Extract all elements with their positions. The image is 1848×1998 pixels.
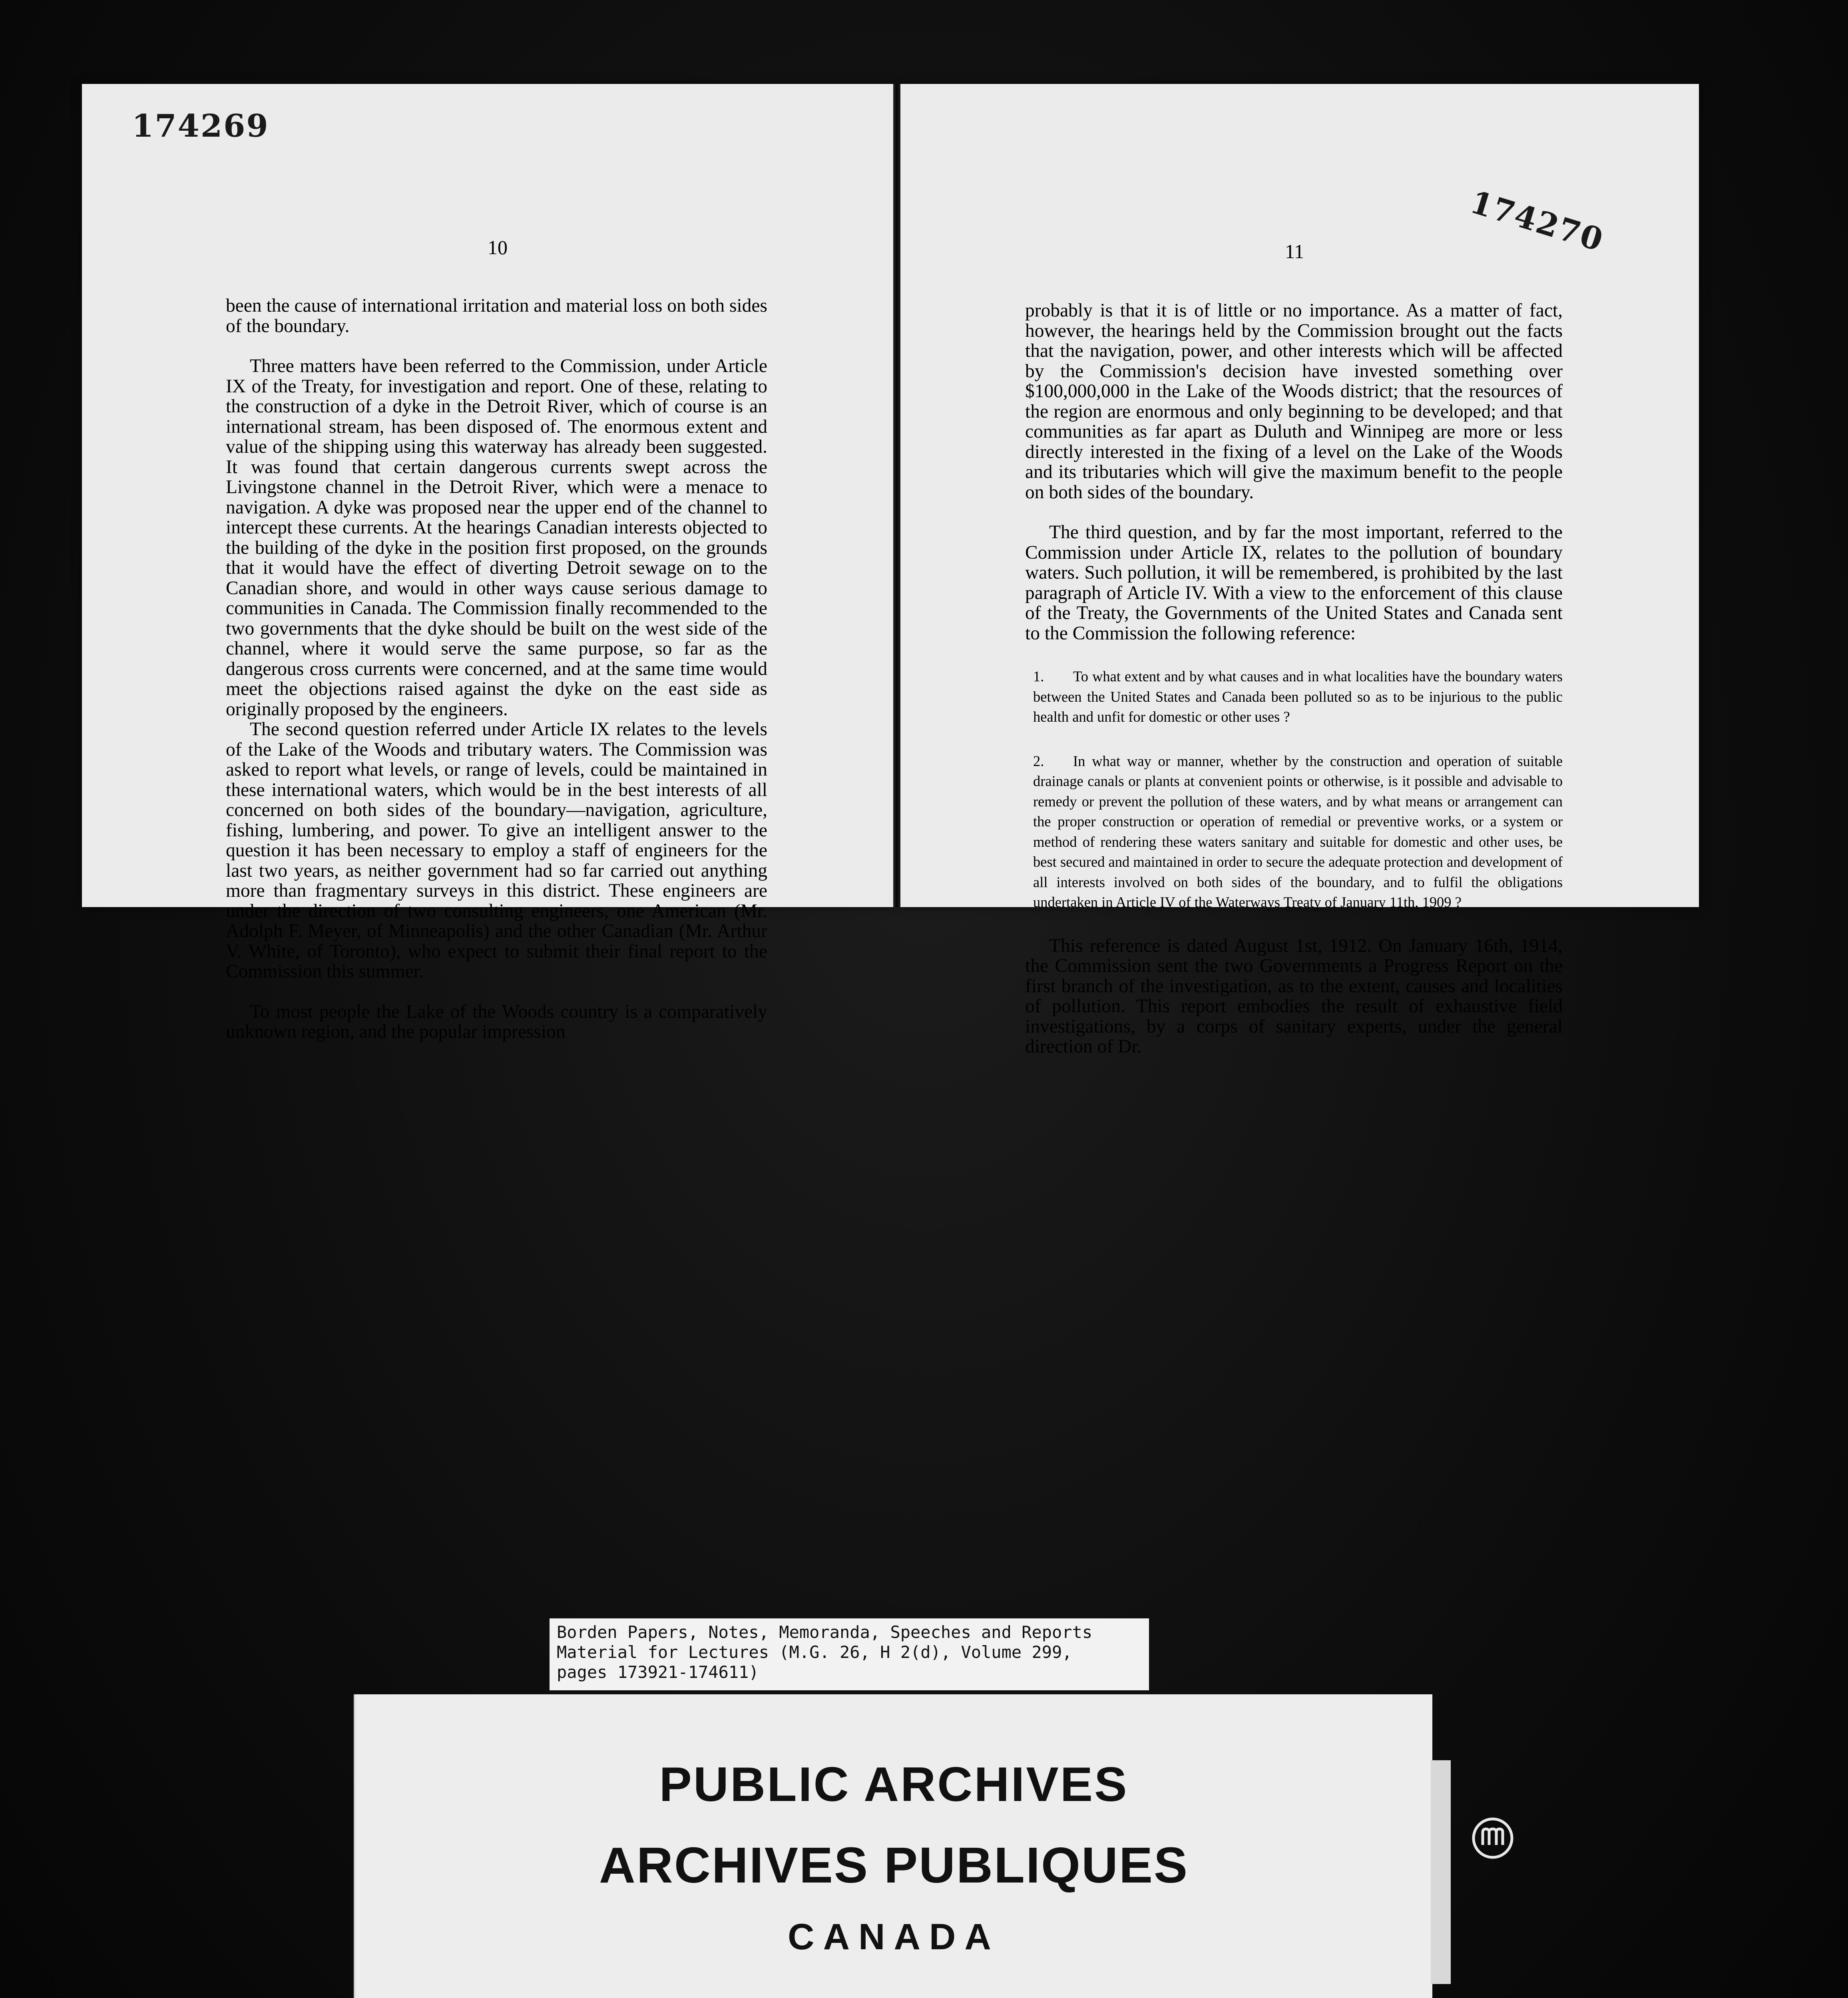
microfilm-seal-icon [1471, 1816, 1515, 1860]
question-text: In what way or manner, whether by the construction and operation of suitable drainage canals or plants at convenient points or otherwise, is it possible and advisable to remedy or prevent the pollution of these waters, and by what means or arrangement can the proper construction or operation of remedial or preventive works, or a system or method of rendering these waters sanitary and suitable for domestic and other uses, be best secured and maintained in order to secure the adequate protection and development of all interests involved on both sides of the boundary, and to fulfil the obligations undertaken in Article IV of the Waterways Treaty of January 11th, 1909 ? [1033, 752, 1563, 910]
paragraph: probably is that it is of little or no importance. As a matter of fact, however, the hearings held by the Commission brought out the facts that the navigation, power, and other interests which will be affected by the Commission's decision have invested something over $100,000,000 in the Lake of the Woods district; that the resources of the region are enormous and only beginning to be developed; and that communities as far apart as Duluth and Winnipeg are more or less directly interested in the fixing of a level on the Lake of the Woods and its tributaries which will give the maximum benefit to the people on both sides of the boundary. [1025, 300, 1563, 503]
citation-line: Material for Lectures (M.G. 26, H 2(d), Volume 299, [557, 1642, 1072, 1662]
paragraph: Three matters have been referred to the Commission, under Article IX of the Treaty, for investigation and report. One of these, relating to the construction of a dyke in the Detroit River, which of course is an international stream, has been disposed of. The enormous extent and value of the shipping using this waterway has already been suggested. It was found that certain dangerous currents swept across the Livingstone channel in the Detroit River, which were a menace to navigation. A dyke was proposed near the upper end of the channel to intercept these currents. At the hearings Canadian interests objected to the building of the dyke in the position first proposed, on the grounds that it would have the effect of diverting Detroit sewage on to the Canadian shore, and would in other ways cause serious damage to communities in Canada. The Commission finally recommended to the two governments that the dyke should be built on the west side of the channel, where it would serve the same purpose, so far as the dangerous cross currents were concerned, and at the same time would meet the objections raised against the dyke on the east side as originally proposed by the engineers. [226, 356, 767, 720]
right-text-column [1025, 300, 1563, 1057]
paragraph: The second question referred under Article IX relates to the levels of the Lake of the Woods and tributary waters. The Commission was asked to report what levels, or range of levels, could be maintained in these international waters, which would be in the best interests of all concerned on both sides of the boundary—navigation, agriculture, fishing, lumbering, and power. To give an intelligent answer to the question it has been necessary to employ a staff of engineers for the last two years, as neither government had so far carried out anything more than fragmentary surveys in this district. These engineers are under the direction of two consulting engineers, one American (Mr. Adolph F. Meyer, of Minneapolis) and the other Canadian (Mr. Arthur V. White, of Toronto), who expect to submit their final report to the Commission this summer. [226, 719, 767, 982]
citation-line: Borden Papers, Notes, Memoranda, Speeches and Reports [557, 1622, 1093, 1642]
banner-title-french: ARCHIVES PUBLIQUES [599, 1837, 1189, 1893]
reference-question [1025, 667, 1563, 727]
paragraph: been the cause of international irritation and material loss on both sides of the boundary. [226, 295, 767, 336]
question-number: 1. [1033, 668, 1044, 685]
archives-banner [354, 1694, 1432, 1998]
banner-title-english: PUBLIC ARCHIVES [659, 1757, 1129, 1811]
paragraph: The third question, and by far the most important, referred to the Commission under Article IX, relates to the pollution of boundary waters. Such pollution, it will be remembered, is prohibited by the last paragraph of Article IV. With a view to the enforcement of this clause of the Treaty, the Governments of the United States and Canada sent to the Commission the following reference: [1025, 522, 1563, 644]
banner-country: CANADA [788, 1916, 1000, 1957]
paragraph: To most people the Lake of the Woods country is a comparatively unknown region, and the popular impression [226, 1001, 767, 1042]
book-gutter [893, 84, 900, 907]
paragraph: This reference is dated August 1st, 1912. On January 16th, 1914, the Commission sent the two Governments a Progress Report on the first branch of the investigation, as to the extent, causes and localities of pollution. This report embodies the result of exhaustive field investigations, by a corps of sanitary experts, under the general direction of Dr. [1025, 935, 1563, 1057]
right-archive-stamp: 174270 [1466, 184, 1608, 259]
question-text: To what extent and by what causes and in what localities have the boundary waters between the United States and Canada been polluted so as to be injurious to the public health and unfit for domestic or other uses ? [1033, 668, 1563, 725]
reference-question [1025, 751, 1563, 913]
question-number: 2. [1033, 752, 1044, 769]
left-text-column [226, 296, 767, 1042]
citation-label [550, 1618, 1149, 1690]
banner-tab [1431, 1760, 1451, 1984]
left-page-number: 10 [488, 236, 508, 259]
citation-line: pages 173921-174611) [557, 1662, 759, 1682]
left-archive-stamp: 174269 [132, 108, 269, 144]
right-page-number: 11 [1285, 240, 1304, 263]
